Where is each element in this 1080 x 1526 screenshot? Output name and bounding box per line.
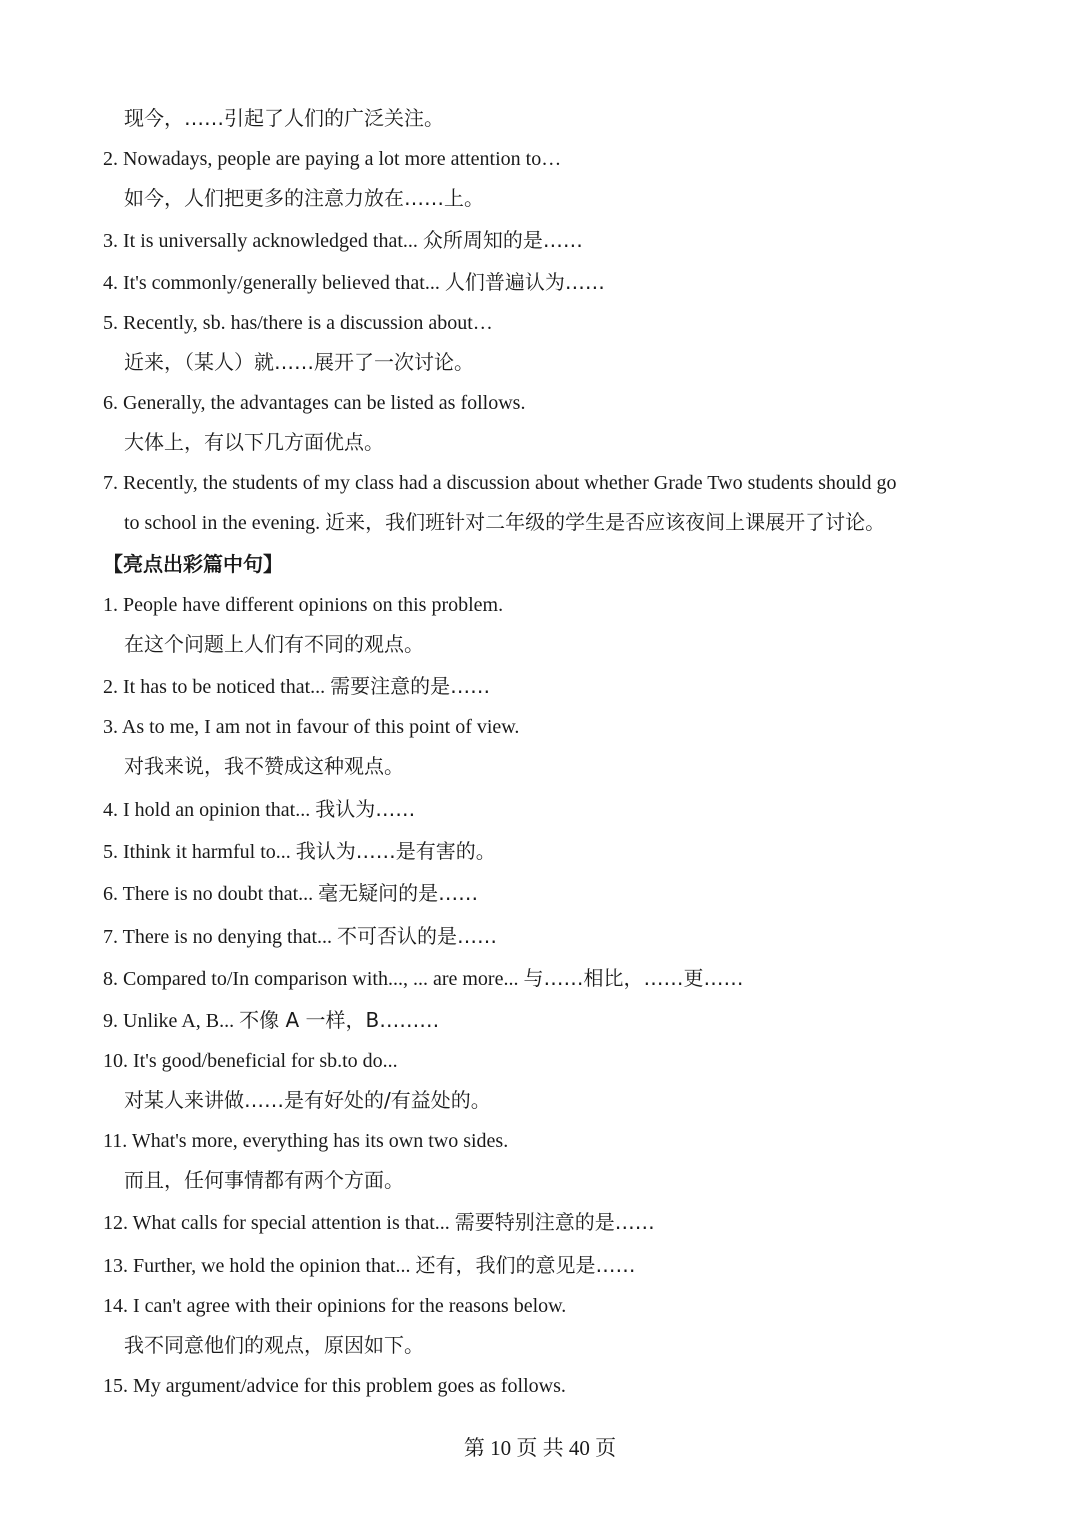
sentence-12-chinese: 需要特别注意的是…… bbox=[454, 1210, 655, 1234]
sentence-9-english: 9. Unlike A, B... bbox=[103, 1010, 235, 1032]
sentence-4-english: 4. I hold an opinion that... bbox=[103, 799, 311, 821]
sentence-13-english: 13. Further, we hold the opinion that... bbox=[103, 1255, 411, 1277]
expression-2-english: 2. Nowadays, people are paying a lot more attention to… bbox=[103, 148, 562, 170]
sentence-3-chinese: 对我来说，我不赞成这种观点。 bbox=[124, 754, 404, 778]
sentence-13-chinese: 还有，我们的意见是…… bbox=[415, 1253, 636, 1277]
sentence-12-english: 12. What calls for special attention is that... bbox=[103, 1212, 450, 1234]
expression-5-chinese: 近来，（某人）就……展开了一次讨论。 bbox=[124, 350, 474, 374]
sentence-1-chinese: 在这个问题上人们有不同的观点。 bbox=[124, 632, 424, 656]
expression-7-continued bbox=[124, 510, 885, 535]
expression-4-english: 4. It's commonly/generally believed that... bbox=[103, 272, 440, 294]
sentence-8-english: 8. Compared to/In comparison with..., ... are more... bbox=[103, 968, 519, 990]
sentence-5-english: 5. Ithink it harmful to... bbox=[103, 841, 291, 863]
expression-7-chinese: 近来，我们班针对二年级的学生是否应该夜间上课展开了讨论。 bbox=[325, 510, 886, 534]
sentence-8-chinese: 与……相比，……更…… bbox=[523, 966, 744, 990]
expression-5-english: 5. Recently, sb. has/there is a discussion about… bbox=[103, 312, 493, 334]
intro-translation: 现今，……引起了人们的广泛关注。 bbox=[124, 106, 444, 130]
sentence-7 bbox=[103, 924, 497, 949]
expression-3-chinese: 众所周知的是…… bbox=[422, 228, 583, 252]
sentence-11-chinese: 而且，任何事情都有两个方面。 bbox=[124, 1168, 404, 1192]
sentence-5-chinese: 我认为……是有害的。 bbox=[295, 839, 496, 863]
expression-3-english: 3. It is universally acknowledged that... bbox=[103, 230, 418, 252]
sentence-2-chinese: 需要注意的是…… bbox=[330, 674, 491, 698]
sentence-9 bbox=[103, 1008, 439, 1033]
sentence-13 bbox=[103, 1253, 636, 1278]
sentence-6-chinese: 毫无疑问的是…… bbox=[318, 881, 479, 905]
sentence-7-english: 7. There is no denying that... bbox=[103, 926, 333, 948]
expression-7-english: 7. Recently, the students of my class had a discussion about whether Grade Two students should go bbox=[103, 472, 897, 494]
sentence-3-english: 3. As to me, I am not in favour of this point of view. bbox=[103, 716, 520, 738]
sentence-4-chinese: 我认为…… bbox=[315, 797, 416, 821]
sentence-7-chinese: 不可否认的是…… bbox=[337, 924, 498, 948]
sentence-12 bbox=[103, 1210, 655, 1235]
sentence-15-english: 15. My argument/advice for this problem goes as follows. bbox=[103, 1375, 566, 1397]
sentence-5 bbox=[103, 839, 496, 864]
sentence-14-chinese: 我不同意他们的观点，原因如下。 bbox=[124, 1333, 424, 1357]
expression-3 bbox=[103, 228, 583, 253]
expression-6-english: 6. Generally, the advantages can be listed as follows. bbox=[103, 392, 526, 414]
sentence-4 bbox=[103, 797, 415, 822]
sentence-2-english: 2. It has to be noticed that... bbox=[103, 676, 326, 698]
sentence-1-english: 1. People have different opinions on this problem. bbox=[103, 594, 504, 616]
expression-7-english-cont: to school in the evening. bbox=[124, 512, 321, 534]
expression-4 bbox=[103, 270, 605, 295]
page-footer: 第 10 页 共 40 页 bbox=[463, 1436, 617, 1460]
sentence-2 bbox=[103, 674, 490, 699]
expression-2-chinese: 如今，人们把更多的注意力放在……上。 bbox=[124, 186, 484, 210]
section-heading: 【亮点出彩篇中句】 bbox=[103, 552, 283, 576]
sentence-10-english: 10. It's good/beneficial for sb.to do... bbox=[103, 1050, 398, 1072]
sentence-6-english: 6. There is no doubt that... bbox=[103, 883, 314, 905]
sentence-10-chinese: 对某人来讲做……是有好处的/有益处的。 bbox=[124, 1088, 491, 1112]
expression-4-chinese: 人们普遍认为…… bbox=[444, 270, 605, 294]
expression-6-chinese: 大体上，有以下几方面优点。 bbox=[124, 430, 384, 454]
sentence-6 bbox=[103, 881, 478, 906]
sentence-8 bbox=[103, 966, 743, 991]
sentence-14-english: 14. I can't agree with their opinions for the reasons below. bbox=[103, 1295, 567, 1317]
sentence-9-chinese: 不像 A 一样，B……… bbox=[239, 1008, 440, 1032]
sentence-11-english: 11. What's more, everything has its own two sides. bbox=[103, 1130, 509, 1152]
